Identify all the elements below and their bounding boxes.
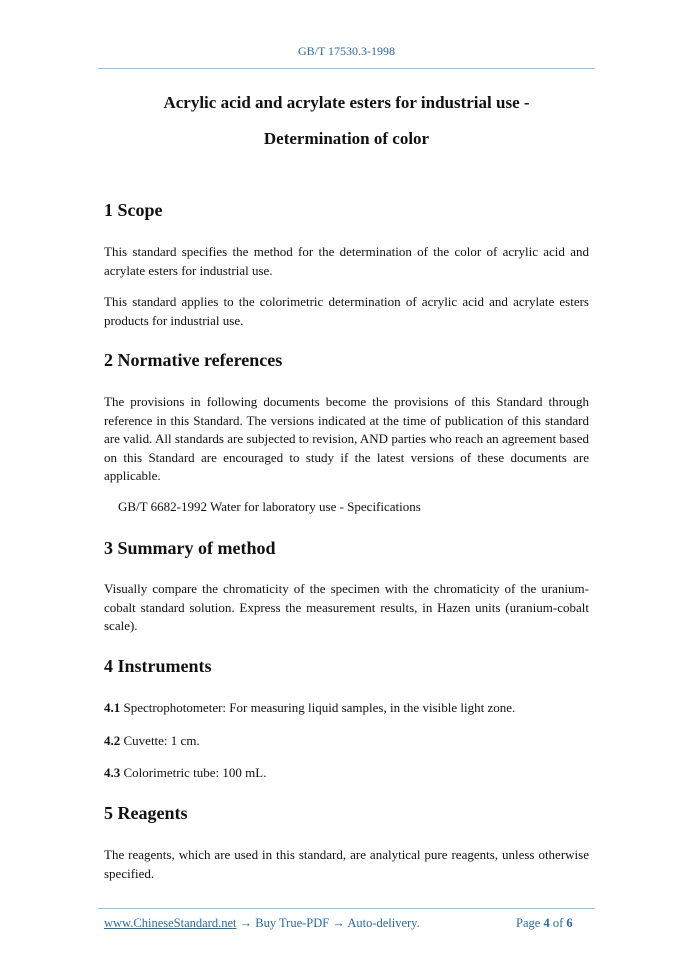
scope-paragraph-1: This standard specifies the method for the determination of the color of acrylic acid and acrylate esters for industrial use. — [104, 244, 589, 278]
section-heading-instruments: 4 Instruments — [104, 656, 212, 676]
page-indicator — [516, 916, 573, 931]
arrow-right-icon: → — [239, 916, 253, 930]
footer-divider — [98, 908, 595, 909]
instrument-item-text: Cuvette: 1 cm. — [120, 733, 200, 748]
reagents-paragraph: The reagents, which are used in this standard, are analytical pure reagents, unless otherwise specified. — [104, 847, 589, 881]
instrument-item-text: Colorimetric tube: 100 mL. — [120, 765, 267, 780]
arrow-right-icon: → — [332, 916, 345, 930]
summary-of-method-paragraph: Visually compare the chromaticity of the specimen with the chromaticity of the uranium-cobalt standard solution. Express the measurement results, in Hazen units (uranium-cobalt scale). — [104, 581, 589, 633]
current-page-number: 4 — [543, 916, 550, 930]
instrument-item-number: 4.1 — [104, 700, 121, 715]
instrument-item-number: 4.2 — [104, 733, 121, 748]
auto-delivery-text: Auto-delivery. — [347, 916, 420, 930]
instrument-item-number: 4.3 — [104, 765, 121, 780]
page-label: Page — [516, 916, 541, 930]
instrument-item — [104, 732, 589, 751]
page-of-label: of — [552, 916, 564, 930]
section-heading-reagents: 5 Reagents — [104, 803, 188, 823]
instrument-item-text: Spectrophotometer: For measuring liquid samples, in the visible light zone. — [120, 700, 516, 715]
instrument-item — [104, 764, 589, 783]
document-title-line-2: Determination of color — [263, 129, 430, 148]
normative-references-paragraph: The provisions in following documents become the provisions of this Standard through reference in this Standard. The versions indicated at the time of publication of this standard are valid. All standards are subjected to revision, AND parties who reach an agreement based on this Standard are encouraged to study if the latest versions of these documents are applicable. — [104, 394, 589, 483]
normative-reference-item: GB/T 6682-1992 Water for laboratory use - Specifications — [118, 499, 421, 514]
section-heading-summary-of-method: 3 Summary of method — [104, 538, 276, 558]
total-page-count: 6 — [566, 916, 573, 930]
footer-links — [104, 916, 420, 931]
section-heading-normative-references: 2 Normative references — [104, 350, 283, 370]
section-heading-scope: 1 Scope — [104, 200, 163, 220]
buy-true-pdf-link[interactable]: Buy True-PDF — [255, 916, 330, 930]
document-title-line-1: Acrylic acid and acrylate esters for industrial use - — [163, 93, 530, 112]
instrument-item — [104, 699, 589, 718]
document-code-header: GB/T 17530.3-1998 — [297, 44, 396, 58]
website-link[interactable]: www.ChineseStandard.net — [104, 916, 237, 930]
header-divider — [98, 68, 595, 69]
scope-paragraph-2: This standard applies to the colorimetric determination of acrylic acid and acrylate esters products for industrial use. — [104, 294, 589, 328]
